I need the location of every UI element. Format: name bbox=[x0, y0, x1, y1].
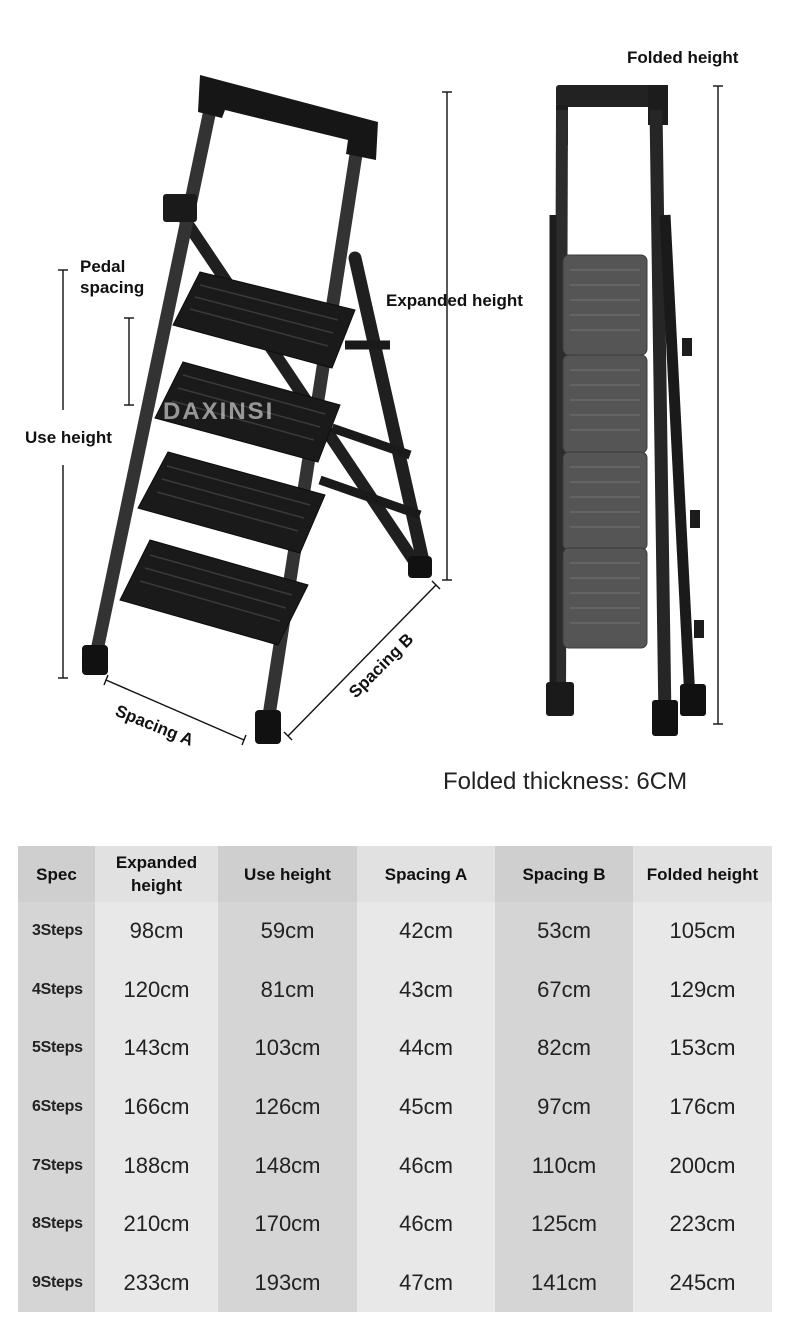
cell-use-height: 103cm bbox=[218, 1019, 357, 1078]
header-spec: Spec bbox=[18, 846, 95, 902]
cell-spacing-a: 46cm bbox=[357, 1195, 495, 1254]
table-row bbox=[18, 1136, 772, 1195]
cell-expanded-height: 98cm bbox=[95, 902, 218, 961]
cell-folded-height: 223cm bbox=[633, 1195, 772, 1254]
cell-spacing-a: 46cm bbox=[357, 1136, 495, 1195]
cell-folded-height: 105cm bbox=[633, 902, 772, 961]
cell-spacing-a: 42cm bbox=[357, 902, 495, 961]
header-folded-height: Folded height bbox=[633, 846, 772, 902]
spacing-a-label: Spacing A bbox=[112, 701, 197, 750]
cell-use-height: 193cm bbox=[218, 1253, 357, 1312]
brand-watermark: DAXINSI bbox=[163, 398, 275, 425]
cell-use-height: 148cm bbox=[218, 1136, 357, 1195]
table-row bbox=[18, 1253, 772, 1312]
cell-spacing-b: 97cm bbox=[495, 1078, 633, 1137]
cell-expanded-height: 188cm bbox=[95, 1136, 218, 1195]
cell-spacing-b: 125cm bbox=[495, 1195, 633, 1254]
cell-spec: 5Steps bbox=[18, 1019, 95, 1078]
header-use-height: Use height bbox=[218, 846, 357, 902]
table-row bbox=[18, 961, 772, 1020]
cell-spacing-a: 45cm bbox=[357, 1078, 495, 1137]
cell-expanded-height: 166cm bbox=[95, 1078, 218, 1137]
cell-use-height: 59cm bbox=[218, 902, 357, 961]
pedal-spacing-label-line2: spacing bbox=[80, 278, 145, 297]
header-spacing-b: Spacing B bbox=[495, 846, 633, 902]
use-height-label: Use height bbox=[25, 428, 112, 447]
expanded-height-label: Expanded height bbox=[386, 291, 523, 310]
cell-spec: 9Steps bbox=[18, 1253, 95, 1312]
cell-folded-height: 200cm bbox=[633, 1136, 772, 1195]
folded-height-label: Folded height bbox=[627, 48, 739, 67]
cell-spacing-b: 82cm bbox=[495, 1019, 633, 1078]
header-spacing-a: Spacing A bbox=[357, 846, 495, 902]
pedal-spacing-label-line1: Pedal bbox=[80, 257, 126, 276]
table-row bbox=[18, 902, 772, 961]
table-row bbox=[18, 1195, 772, 1254]
cell-folded-height: 245cm bbox=[633, 1253, 772, 1312]
cell-expanded-height: 120cm bbox=[95, 961, 218, 1020]
spec-table-header bbox=[18, 846, 772, 902]
table-row bbox=[18, 1019, 772, 1078]
cell-use-height: 170cm bbox=[218, 1195, 357, 1254]
folded-thickness-caption: Folded thickness: 6CM bbox=[443, 768, 688, 795]
spacing-b-label: Spacing B bbox=[345, 629, 418, 702]
cell-spec: 3Steps bbox=[18, 902, 95, 961]
table-row bbox=[18, 1078, 772, 1137]
cell-spec: 4Steps bbox=[18, 961, 95, 1020]
cell-expanded-height: 233cm bbox=[95, 1253, 218, 1312]
cell-spec: 8Steps bbox=[18, 1195, 95, 1254]
cell-spacing-b: 53cm bbox=[495, 902, 633, 961]
cell-expanded-height: 143cm bbox=[95, 1019, 218, 1078]
cell-spacing-a: 47cm bbox=[357, 1253, 495, 1312]
cell-spec: 6Steps bbox=[18, 1078, 95, 1137]
cell-spacing-a: 44cm bbox=[357, 1019, 495, 1078]
folded-ladder bbox=[546, 85, 706, 736]
cell-use-height: 126cm bbox=[218, 1078, 357, 1137]
cell-spacing-b: 110cm bbox=[495, 1136, 633, 1195]
spec-table bbox=[18, 846, 772, 1312]
cell-spacing-b: 141cm bbox=[495, 1253, 633, 1312]
cell-folded-height: 153cm bbox=[633, 1019, 772, 1078]
cell-use-height: 81cm bbox=[218, 961, 357, 1020]
cell-spacing-b: 67cm bbox=[495, 961, 633, 1020]
cell-expanded-height: 210cm bbox=[95, 1195, 218, 1254]
header-expanded-height: Expanded height bbox=[95, 846, 218, 902]
cell-folded-height: 176cm bbox=[633, 1078, 772, 1137]
cell-folded-height: 129cm bbox=[633, 961, 772, 1020]
cell-spacing-a: 43cm bbox=[357, 961, 495, 1020]
cell-spec: 7Steps bbox=[18, 1136, 95, 1195]
